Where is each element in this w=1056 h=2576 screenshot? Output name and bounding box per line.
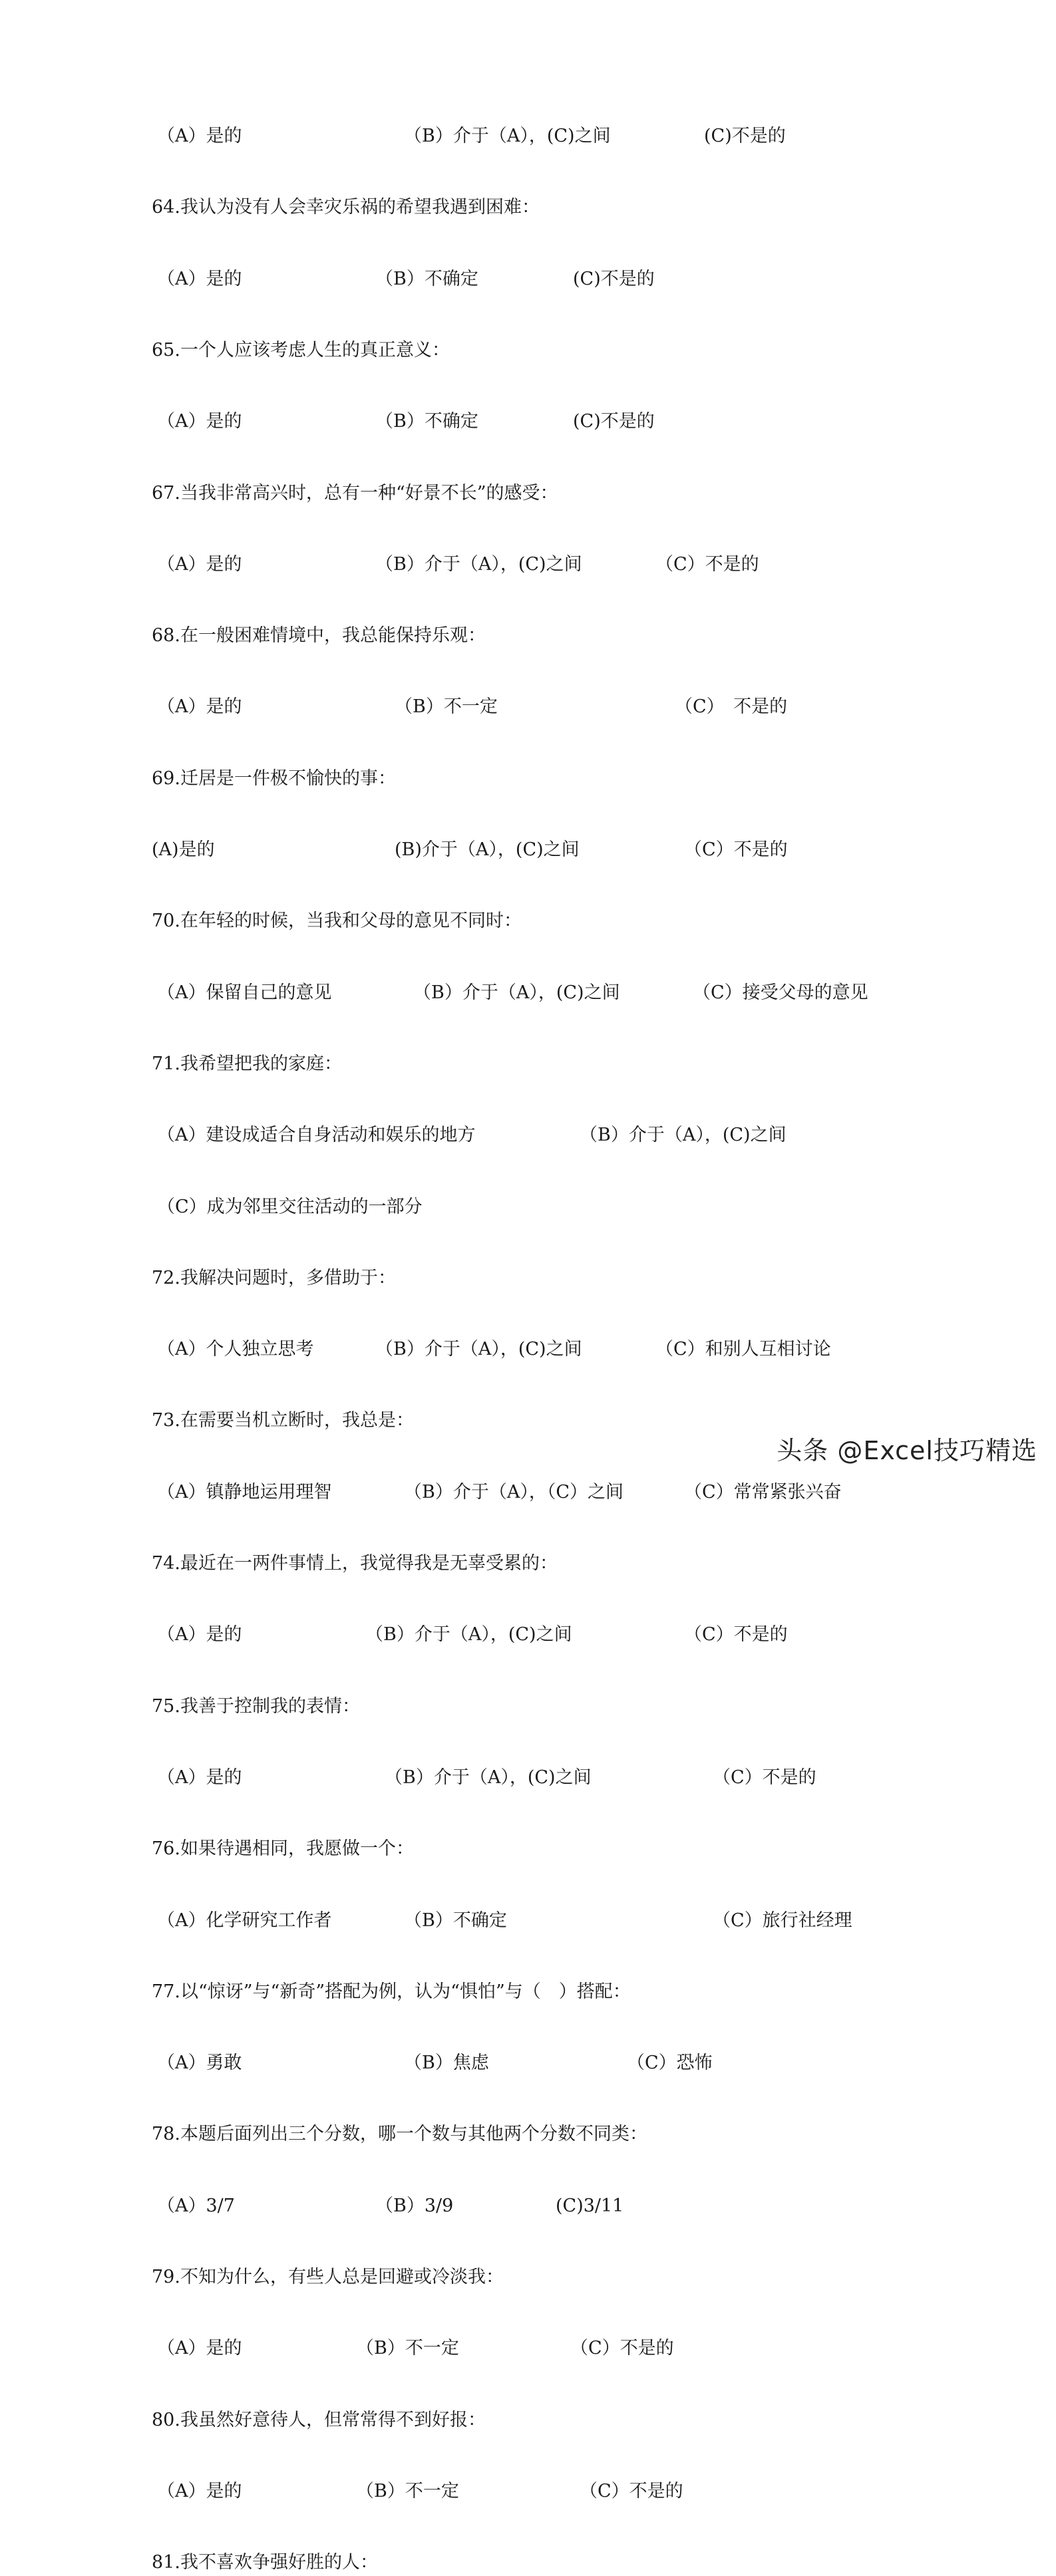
answer-option: （C）恐怖 <box>627 2053 713 2073</box>
answer-option: （B）介于（A），(C)之间 <box>385 1767 592 1788</box>
answer-option: （C）常常紧张兴奋 <box>684 1482 842 1503</box>
question-text: 73.在需要当机立断时，我总是： <box>152 1410 414 1431</box>
question-text: 70.在年轻的时候，当我和父母的意见不同时： <box>152 911 522 931</box>
answer-option: （A）3/7 <box>157 2196 235 2216</box>
answer-option: （B）介于（A），(C)之间 <box>375 554 582 575</box>
question-text: 71.我希望把我的家庭： <box>152 1054 342 1074</box>
answer-option: （A）是的 <box>157 1624 242 1645</box>
answer-option: (B)介于（A），(C)之间 <box>395 839 580 860</box>
answer-option: （C）不是的 <box>713 1767 816 1788</box>
answer-option: （A）镇静地运用理智 <box>157 1482 332 1503</box>
watermark: 头条 @Excel技巧精选 <box>777 1436 1037 1465</box>
answer-option: （C）不是的 <box>684 1624 788 1645</box>
question-text: 64.我认为没有人会幸灾乐祸的希望我遇到困难： <box>152 197 540 217</box>
answer-option: （B）不一定 <box>356 2338 459 2359</box>
answer-option: （B）介于（A），(C)之间 <box>375 1339 582 1360</box>
question-text: 78.本题后面列出三个分数，哪一个数与其他两个分数不同类： <box>152 2124 647 2144</box>
question-text: 76.如果待遇相同，我愿做一个： <box>152 1838 414 1859</box>
answer-option: (C)不是的 <box>573 269 655 289</box>
answer-option: （B）不确定 <box>404 1910 507 1931</box>
answer-option: （B）介于（A），(C)之间 <box>580 1125 787 1145</box>
answer-option: （A）是的 <box>157 2481 242 2502</box>
answer-option: （A）是的 <box>157 1767 242 1788</box>
answer-option: （B）不一定 <box>395 696 498 717</box>
answer-option: （A）化学研究工作者 <box>157 1910 332 1931</box>
answer-option: （A）建设成适合自身活动和娱乐的地方 <box>157 1125 476 1145</box>
answer-option: (A)是的 <box>152 839 215 860</box>
answer-option: (C)不是的 <box>704 126 786 146</box>
answer-option: （B）介于（A），(C)之间 <box>365 1624 572 1645</box>
answer-option: （C）接受父母的意见 <box>693 982 868 1003</box>
answer-option: （C）不是的 <box>570 2338 674 2359</box>
answer-option: （C）不是的 <box>655 554 759 575</box>
answer-option: （B）3/9 <box>375 2196 454 2216</box>
answer-option: （A）是的 <box>157 2338 242 2359</box>
answer-option: （C）和别人互相讨论 <box>655 1339 831 1360</box>
question-text: 72.我解决问题时，多借助于： <box>152 1268 396 1288</box>
question-text: 68.在一般困难情境中，我总能保持乐观： <box>152 625 486 646</box>
answer-option: （A）是的 <box>157 554 242 575</box>
answer-option: （A）是的 <box>157 696 242 717</box>
answer-option: （C） 不是的 <box>675 696 788 717</box>
answer-option: （A）是的 <box>157 126 242 146</box>
question-text: 75.我善于控制我的表情： <box>152 1696 360 1717</box>
answer-option: （B）不确定 <box>375 411 478 432</box>
answer-option: （C）不是的 <box>580 2481 683 2502</box>
answer-option: （B）介于（A），(C)之间 <box>413 982 620 1003</box>
answer-option: （A）是的 <box>157 411 242 432</box>
answer-option: （C）旅行社经理 <box>713 1910 852 1931</box>
question-text: 81.我不喜欢争强好胜的人： <box>152 2552 378 2573</box>
question-text: 80.我虽然好意待人，但常常得不到好报： <box>152 2410 486 2430</box>
answer-option: （A）是的 <box>157 269 242 289</box>
answer-option: (C)不是的 <box>573 411 655 432</box>
answer-option: （A）个人独立思考 <box>157 1339 314 1360</box>
answer-option: （A）勇敢 <box>157 2053 242 2073</box>
answer-option: （B）介于（A），（C）之间 <box>404 1482 623 1503</box>
answer-option: （B）不一定 <box>356 2481 459 2502</box>
question-text: 65.一个人应该考虑人生的真正意义： <box>152 340 450 360</box>
question-text: 69.迁居是一件极不愉快的事： <box>152 768 396 789</box>
answer-option: （C）不是的 <box>684 839 788 860</box>
question-text: 67.当我非常高兴时，总有一种“好景不长”的感受： <box>152 483 558 503</box>
answer-option: （B）介于（A），(C)之间 <box>404 126 611 146</box>
question-text: 77.以“惊讶”与“新奇”搭配为例，认为“惧怕”与（ ）搭配： <box>152 1981 631 2002</box>
answer-option: （C）成为邻里交往活动的一部分 <box>157 1197 423 1217</box>
question-text: 79.不知为什么，有些人总是回避或冷淡我： <box>152 2267 504 2287</box>
answer-option: (C)3/11 <box>556 2196 624 2216</box>
question-text: 74.最近在一两件事情上，我觉得我是无辜受累的： <box>152 1553 558 1574</box>
answer-option: （A）保留自己的意见 <box>157 982 332 1003</box>
answer-option: （B）不确定 <box>375 269 478 289</box>
answer-option: （B）焦虑 <box>404 2053 489 2073</box>
